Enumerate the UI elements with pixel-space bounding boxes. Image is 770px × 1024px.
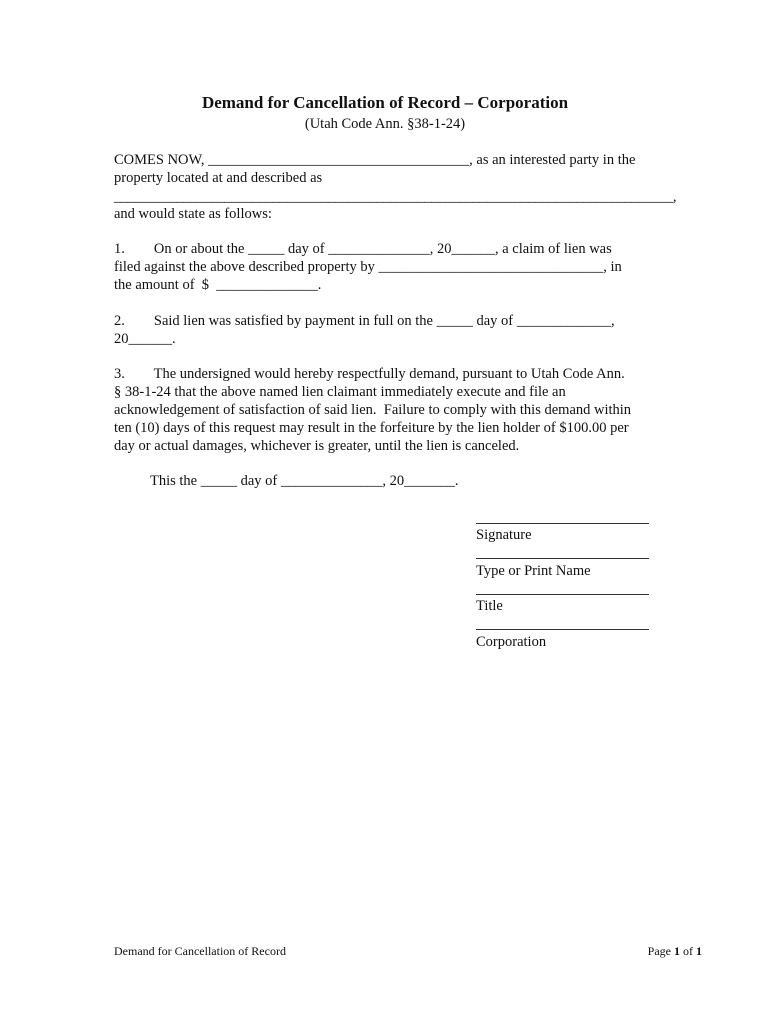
page-of: of [680,944,696,958]
corporation-label: Corporation [476,634,547,650]
paragraph-3-line-3: acknowledgement of satisfaction of said lien. Failure to comply with this demand within [114,402,632,418]
paragraph-3-line-4: ten (10) days of this request may result in the forfeiture by the lien holder of $100.00 per [114,420,629,436]
paragraph-1-line-2: filed against the above described property by _______________________________, in [114,259,622,275]
name-label: Type or Print Name [476,563,591,579]
footer-page-number [648,944,702,959]
footer-document-name: Demand for Cancellation of Record [114,944,286,958]
page-prefix: Page [647,944,674,958]
paragraph-2-line-1: 2. Said lien was satisfied by payment in full on the _____ day of _____________, [114,313,615,329]
title-rule [476,594,649,595]
signature-label: Signature [476,527,532,543]
body-line-property-located: property located at and described as [114,170,323,186]
corporation-rule [476,629,649,630]
document-subtitle: (Utah Code Ann. §38-1-24) [304,116,466,132]
page-total: 1 [696,944,702,958]
paragraph-3-line-2: § 38-1-24 that the above named lien claimant immediately execute and file an [114,384,566,400]
paragraph-3-line-5: day or actual damages, whichever is greater, until the lien is canceled. [114,438,520,454]
body-line-property-blank: _________________________________________________________________________________, [114,189,677,205]
body-line-would-state: and would state as follows: [114,206,272,222]
signature-rule [476,523,649,524]
dated-line: This the _____ day of ______________, 20_______. [114,473,459,489]
paragraph-1-line-1: 1. On or about the _____ day of ______________, 20______, a claim of lien was [114,241,612,257]
page-current: 1 [674,944,680,958]
paragraph-3-line-1: 3. The undersigned would hereby respectfully demand, pursuant to Utah Code Ann. [114,366,625,382]
body-line-comes-now: COMES NOW, ____________________________________, as an interested party in the [114,152,636,168]
document-title: Demand for Cancellation of Record – Corporation [201,93,569,112]
paragraph-2-line-2: 20______. [114,331,176,347]
title-label: Title [476,598,503,614]
paragraph-1-line-3: the amount of $ ______________. [114,277,322,293]
name-rule [476,558,649,559]
